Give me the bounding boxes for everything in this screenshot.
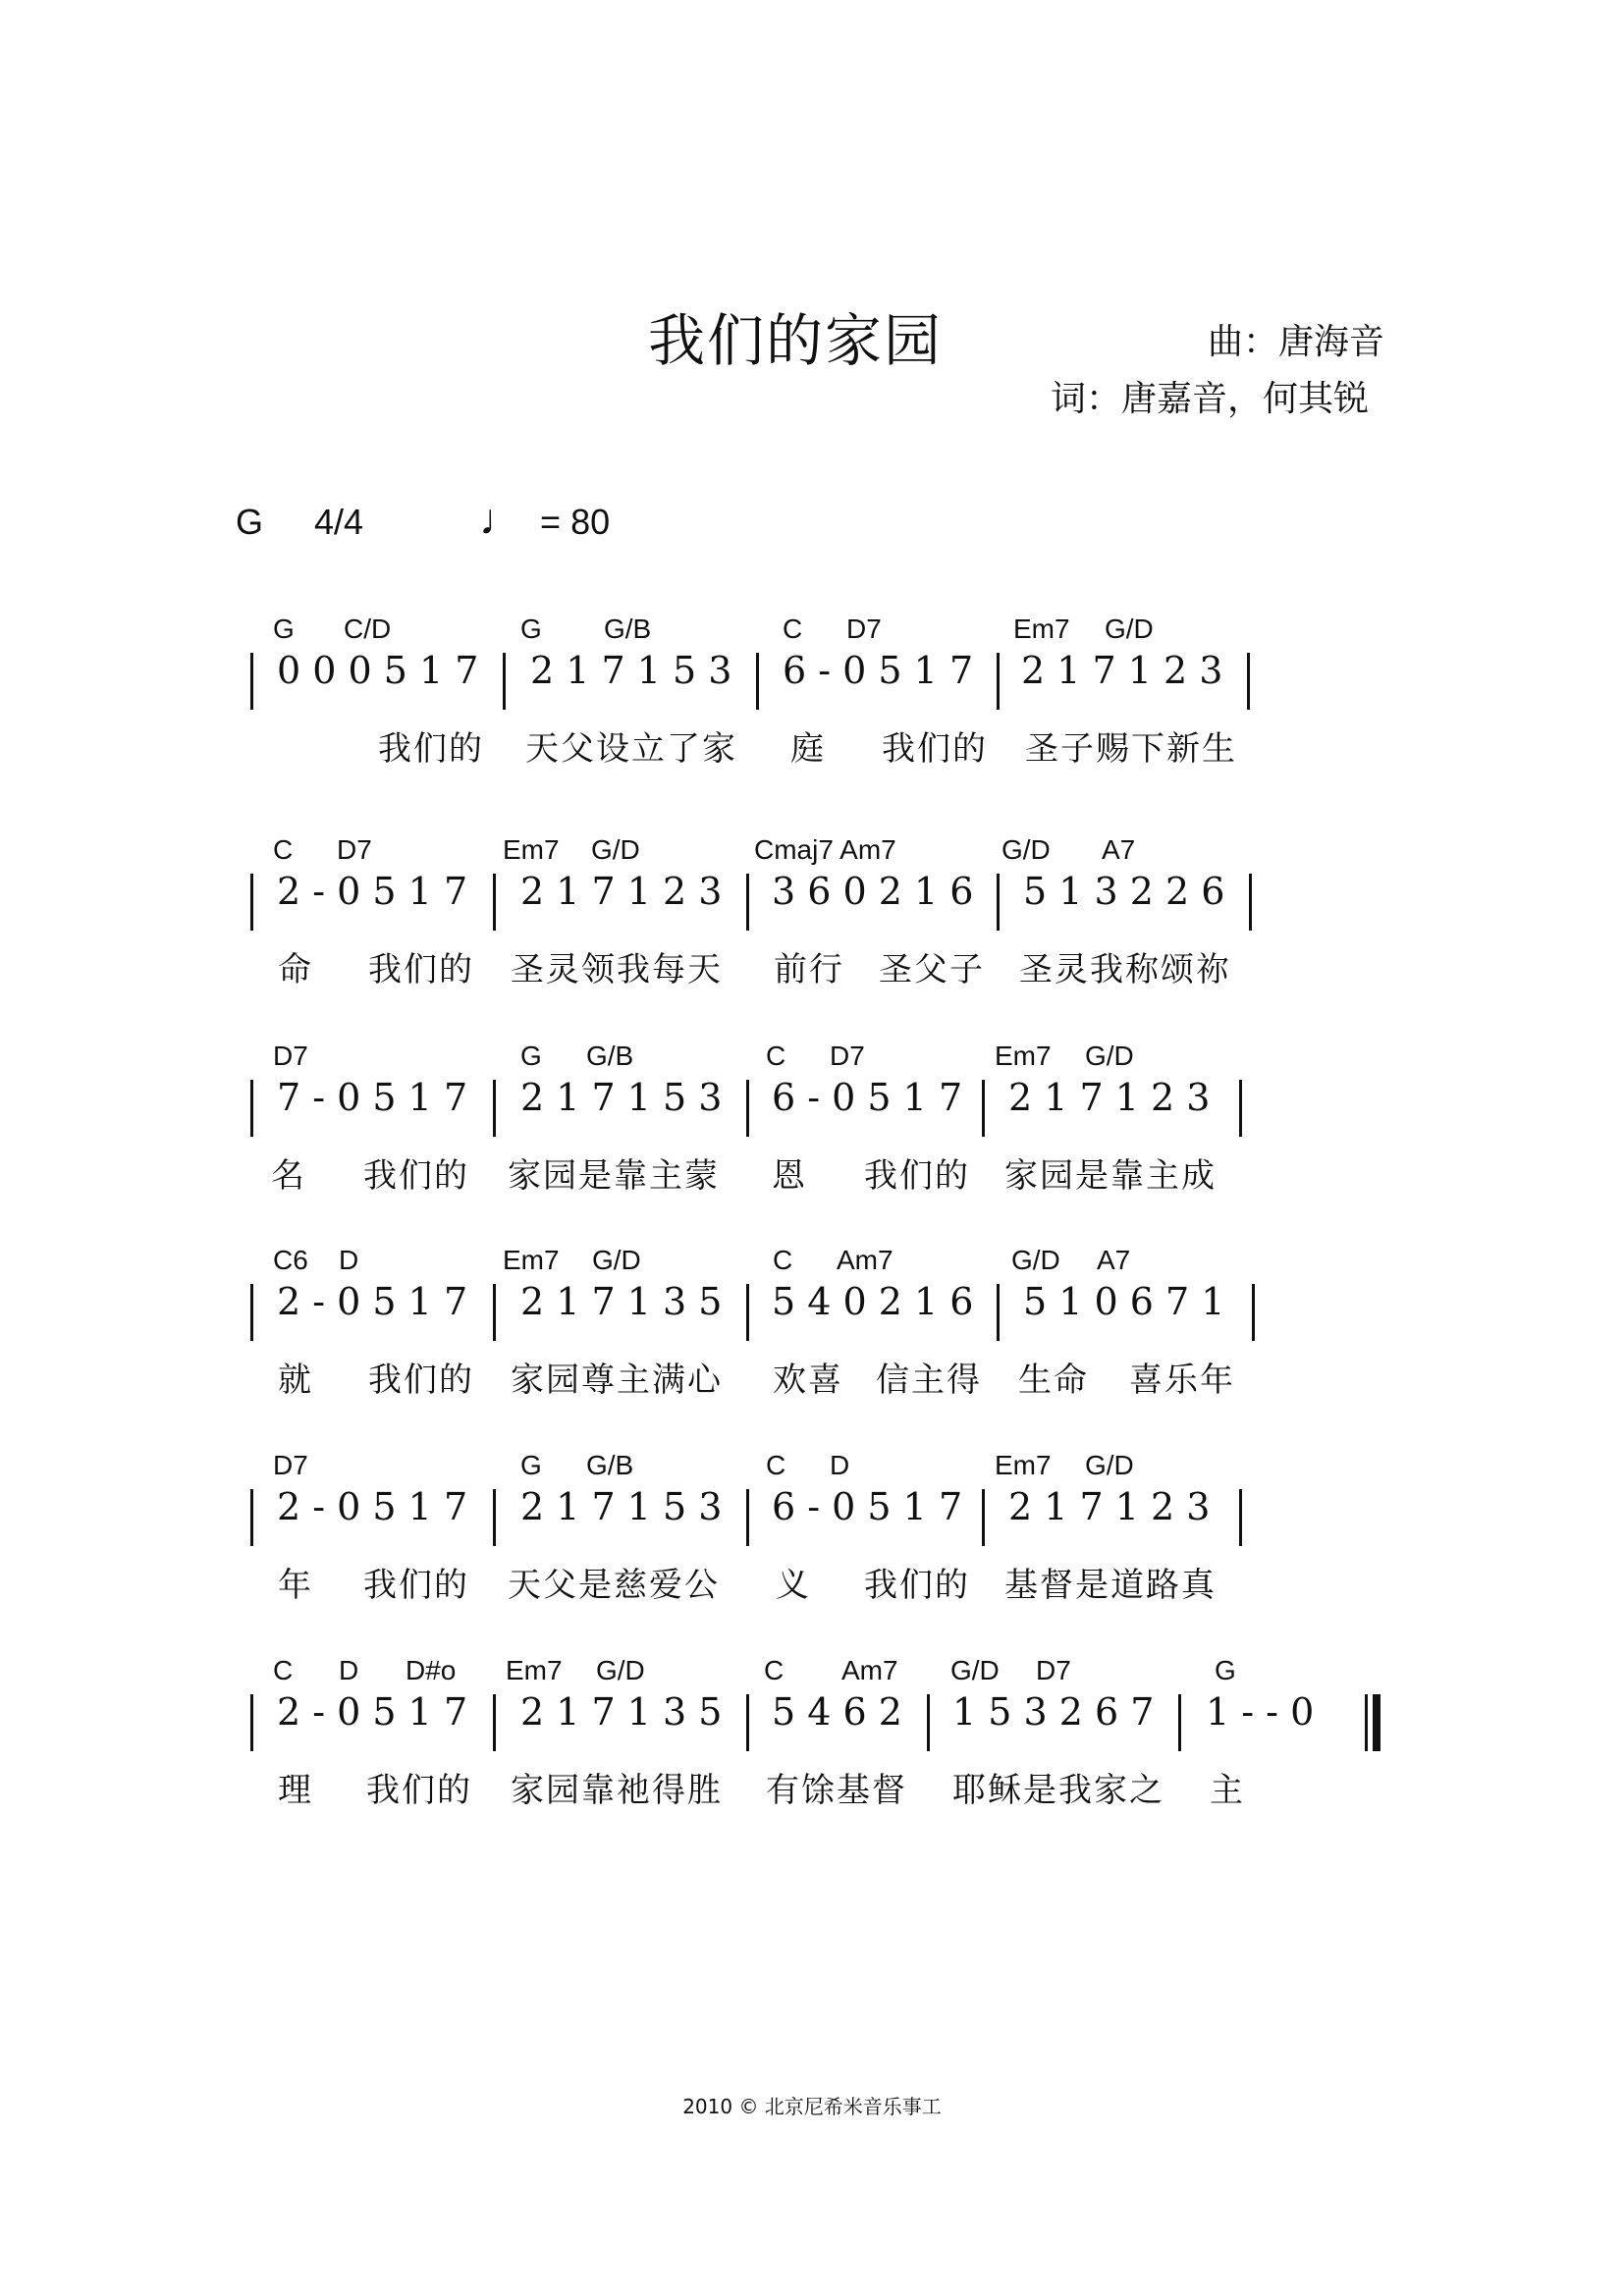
chord: C — [773, 1245, 793, 1275]
chord: Am7 — [837, 1245, 893, 1275]
barline — [1249, 874, 1252, 931]
lyricist-credit: 词：唐嘉音，何其锐 — [1051, 379, 1370, 419]
barline — [250, 1694, 253, 1751]
measure: 2 1 7 1 2 3 — [1021, 649, 1223, 692]
lyric: 年 — [278, 1566, 313, 1605]
score-system-4 — [0, 1245, 1624, 1400]
chord: Em7 — [995, 1041, 1052, 1071]
measure: 1 - - 0 — [1206, 1690, 1315, 1734]
lyric-row — [0, 721, 1624, 769]
chord: D7 — [1036, 1655, 1071, 1685]
lyric: 庭 — [790, 729, 826, 769]
lyric: 我们的 — [368, 1361, 474, 1400]
score-system-6 — [0, 1655, 1624, 1810]
barline — [1239, 1080, 1242, 1137]
lyric: 圣父子 — [879, 950, 985, 989]
lyric: 主 — [1210, 1771, 1245, 1810]
measure: 2 1 7 1 2 3 — [1008, 1485, 1211, 1528]
chord: D — [339, 1655, 359, 1685]
barline — [746, 1489, 749, 1546]
notation-row — [0, 1076, 1624, 1135]
quarter-note-icon: ♩ — [479, 496, 523, 544]
measure: 2 1 7 1 2 3 — [520, 870, 723, 913]
barline — [927, 1694, 930, 1751]
barline — [250, 874, 253, 931]
barline — [1239, 1489, 1242, 1546]
lyric: 我们的 — [366, 1771, 472, 1810]
lyric: 我们的 — [368, 950, 474, 989]
chord: G/D — [596, 1655, 645, 1685]
chord: G/B — [604, 614, 652, 644]
measure: 2 - 0 5 1 7 — [277, 870, 468, 913]
time-signature: 4/4 — [314, 502, 364, 542]
barline — [493, 874, 496, 931]
measure: 1 5 3 2 6 7 — [952, 1690, 1155, 1734]
measure: 2 1 7 1 5 3 — [520, 1076, 723, 1119]
measure: 2 1 7 1 5 3 — [530, 649, 732, 692]
barline — [746, 874, 749, 931]
chord: Em7 — [506, 1655, 563, 1685]
measure: 0 0 0 5 1 7 — [277, 649, 479, 692]
barline — [250, 1489, 253, 1546]
chord: G — [273, 614, 295, 644]
chord: C — [766, 1450, 786, 1480]
chord: Em7 — [1013, 614, 1070, 644]
barline — [746, 1080, 749, 1137]
tempo-line — [236, 496, 610, 545]
score-system-2 — [0, 834, 1624, 989]
measure: 2 - 0 5 1 7 — [277, 1690, 468, 1734]
chord: G/D — [591, 834, 640, 865]
final-barline-thick — [1373, 1694, 1380, 1751]
barline — [982, 1080, 985, 1137]
barline — [997, 653, 1000, 710]
score-system-1 — [0, 614, 1624, 769]
barline — [1247, 653, 1250, 710]
measure: 2 1 7 1 3 5 — [520, 1690, 723, 1734]
barline — [756, 653, 759, 710]
measure: 3 6 0 2 1 6 — [772, 870, 974, 913]
measure: 6 - 0 5 1 7 — [772, 1076, 963, 1119]
chord: G/D — [1085, 1450, 1134, 1480]
chord-row — [0, 1655, 1624, 1688]
measure: 5 1 3 2 2 6 — [1023, 870, 1225, 913]
notation-row — [0, 1690, 1624, 1749]
lyric: 恩 — [772, 1156, 807, 1196]
lyric: 就 — [278, 1361, 313, 1400]
lyric: 我们的 — [363, 1156, 469, 1196]
chord: G/B — [586, 1450, 634, 1480]
lyric: 名 — [271, 1156, 306, 1196]
lyric: 圣灵领我每天 — [511, 950, 723, 989]
barline — [493, 1080, 496, 1137]
lyric: 家园尊主满心 — [511, 1361, 723, 1400]
lyric: 有馀基督 — [766, 1771, 907, 1810]
chord: G/D — [1011, 1245, 1060, 1275]
measure: 2 1 7 1 3 5 — [520, 1280, 723, 1323]
lyric: 家园靠祂得胜 — [511, 1771, 723, 1810]
chord: D7 — [846, 614, 882, 644]
notation-row — [0, 1280, 1624, 1339]
chord: C — [273, 834, 294, 865]
barline — [997, 874, 1000, 931]
lyric: 天父是慈爱公 — [508, 1566, 720, 1605]
barline — [982, 1489, 985, 1546]
chord-row — [0, 1450, 1624, 1483]
chord: D7 — [273, 1041, 308, 1071]
chord: G/D — [1085, 1041, 1134, 1071]
lyric: 圣子赐下新生 — [1025, 729, 1237, 769]
chord-row — [0, 834, 1624, 868]
score-system-5 — [0, 1450, 1624, 1605]
lyric: 我们的 — [864, 1156, 970, 1196]
measure: 2 1 7 1 5 3 — [520, 1485, 723, 1528]
lyric: 信主得 — [876, 1361, 982, 1400]
lyric: 耶稣是我家之 — [952, 1771, 1164, 1810]
lyric: 我们的 — [378, 729, 484, 769]
barline — [250, 1284, 253, 1341]
chord: G — [1215, 1655, 1236, 1685]
chord: D — [339, 1245, 359, 1275]
chord: G/D — [1105, 614, 1154, 644]
measure: 5 1 0 6 7 1 — [1023, 1280, 1225, 1323]
chord: C — [764, 1655, 785, 1685]
chord: D7 — [830, 1041, 865, 1071]
measure: 2 1 7 1 2 3 — [1008, 1076, 1211, 1119]
notation-row — [0, 870, 1624, 929]
lyric: 基督是道路真 — [1004, 1566, 1217, 1605]
lyric-row — [0, 1763, 1624, 1810]
lyric: 理 — [278, 1771, 313, 1810]
chord-row — [0, 614, 1624, 647]
measure: 7 - 0 5 1 7 — [277, 1076, 468, 1119]
lyric: 欢喜 — [773, 1361, 843, 1400]
chord: G — [520, 1450, 542, 1480]
chord-row — [0, 1041, 1624, 1074]
barline — [250, 653, 253, 710]
lyric: 我们的 — [864, 1566, 970, 1605]
lyric-row — [0, 1353, 1624, 1400]
lyric: 我们的 — [882, 729, 988, 769]
measure: 6 - 0 5 1 7 — [783, 649, 974, 692]
barline — [1252, 1284, 1255, 1341]
chord: C — [783, 614, 803, 644]
chord-row — [0, 1245, 1624, 1278]
chord: D#o — [406, 1655, 457, 1685]
chord: C6 — [273, 1245, 308, 1275]
barline — [503, 653, 506, 710]
measure: 2 - 0 5 1 7 — [277, 1485, 468, 1528]
tempo-value: = 80 — [540, 502, 611, 542]
chord: G — [520, 1041, 542, 1071]
chord: D7 — [337, 834, 372, 865]
lyric: 喜乐年 — [1129, 1361, 1235, 1400]
barline — [493, 1284, 496, 1341]
notation-row — [0, 649, 1624, 708]
chord: C — [766, 1041, 786, 1071]
lyric: 圣灵我称颂祢 — [1019, 950, 1231, 989]
lyric-row — [0, 942, 1624, 989]
barline — [746, 1694, 749, 1751]
chord: Cmaj7 Am7 — [754, 834, 896, 865]
lyric-row — [0, 1148, 1624, 1196]
final-barline-thin — [1365, 1694, 1368, 1751]
chord: Em7 — [995, 1450, 1052, 1480]
chord: Em7 — [503, 1245, 560, 1275]
composer-credit: 曲：唐海音 — [1208, 322, 1385, 362]
chord: A7 — [1097, 1245, 1131, 1275]
lyric: 命 — [278, 950, 313, 989]
barline — [493, 1489, 496, 1546]
barline — [493, 1694, 496, 1751]
chord: G/D — [1001, 834, 1051, 865]
chord: G/D — [592, 1245, 641, 1275]
chord: C/D — [344, 614, 392, 644]
measure: 5 4 0 2 1 6 — [772, 1280, 974, 1323]
chord: G/B — [586, 1041, 634, 1071]
notation-row — [0, 1485, 1624, 1544]
key-signature: G — [236, 502, 264, 542]
chord: Em7 — [503, 834, 560, 865]
score-system-3 — [0, 1041, 1624, 1196]
barline — [746, 1284, 749, 1341]
copyright-footer: 2010 © 北京尼希米音乐事工 — [682, 2095, 942, 2118]
chord: G — [520, 614, 542, 644]
chord: A7 — [1102, 834, 1136, 865]
barline — [250, 1080, 253, 1137]
lyric-row — [0, 1558, 1624, 1605]
measure: 6 - 0 5 1 7 — [772, 1485, 963, 1528]
measure: 2 - 0 5 1 7 — [277, 1280, 468, 1323]
lyric: 天父设立了家 — [525, 729, 737, 769]
lyric: 生命 — [1018, 1361, 1089, 1400]
chord: C — [273, 1655, 294, 1685]
chord: G/D — [950, 1655, 1000, 1685]
lyric: 家园是靠主成 — [1004, 1156, 1217, 1196]
chord: D7 — [273, 1450, 308, 1480]
barline — [997, 1284, 1000, 1341]
lyric: 家园是靠主蒙 — [508, 1156, 720, 1196]
chord: D — [830, 1450, 850, 1480]
lyric: 义 — [776, 1566, 811, 1605]
lyric: 前行 — [774, 950, 844, 989]
song-title: 我们的家园 — [648, 307, 944, 374]
barline — [1178, 1694, 1181, 1751]
chord: Am7 — [841, 1655, 898, 1685]
measure: 5 4 6 2 — [772, 1690, 902, 1734]
lyric: 我们的 — [363, 1566, 469, 1605]
